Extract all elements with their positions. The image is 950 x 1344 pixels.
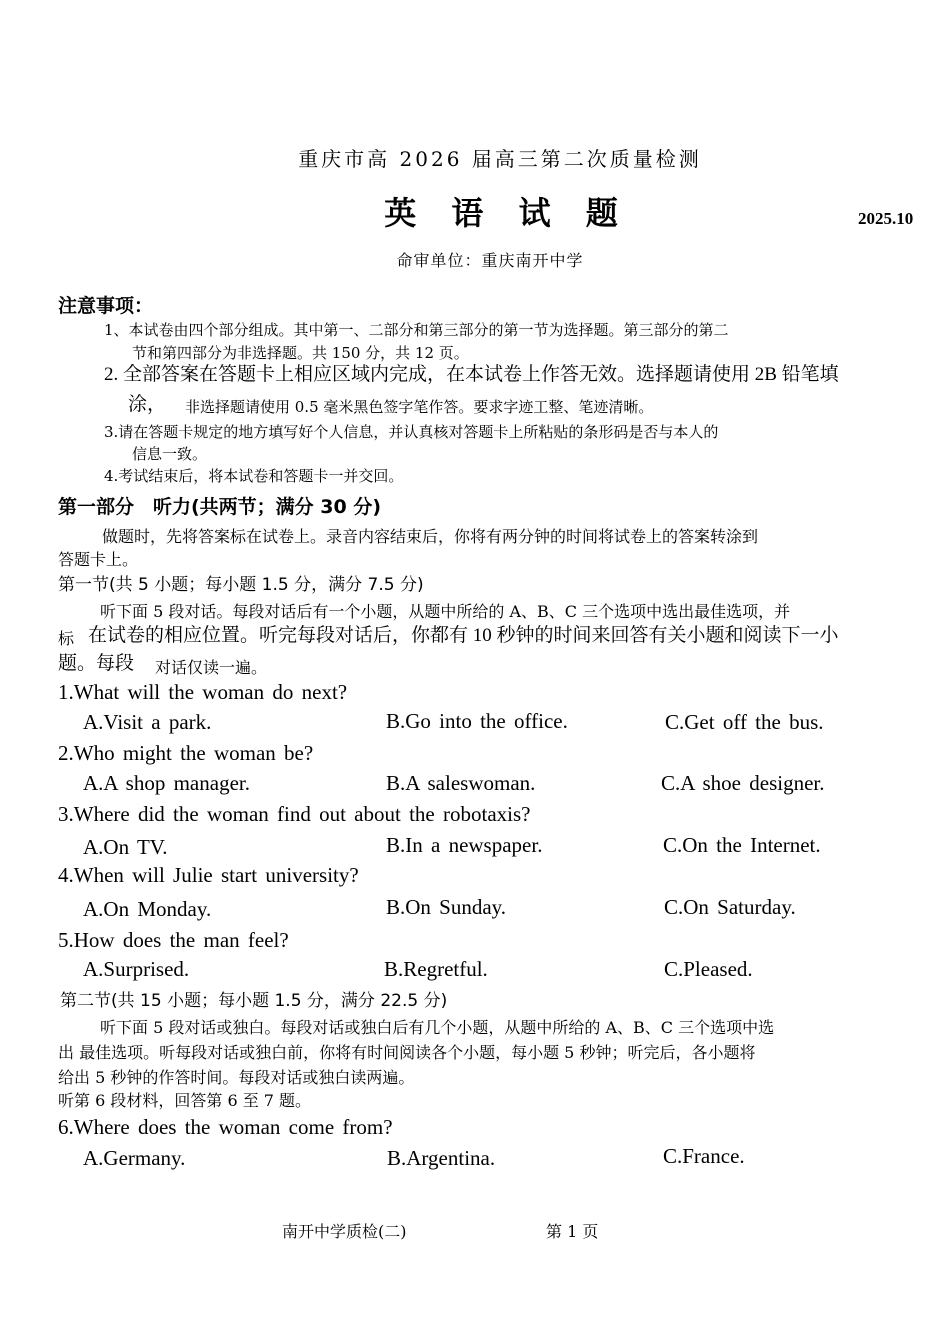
option-c: C.France. <box>663 1144 745 1168</box>
option-a: A.Germany. <box>83 1146 186 1170</box>
option-b: B.Argentina. <box>387 1146 496 1170</box>
section2-instr-line-1: 听下面 5 段对话或独白。每段对话或独白后有几个小题，从题中所给的 A、B、C 三个选项中选 <box>100 1018 775 1037</box>
option-c: C.Get off the bus. <box>665 710 824 734</box>
part1-intro-line-2: 答题卡上。 <box>58 550 139 569</box>
question-stem: 6.Where does the woman come from? <box>58 1115 393 1139</box>
section1-instr-line-3b: 对话仅读一遍。 <box>155 658 268 677</box>
section2-instr-line-2: 出 最佳选项。听每段对话或独白前，你将有时间阅读各个小题，每小题 5 秒钟；听完后，各小题将 <box>58 1043 756 1062</box>
question-stem: 2.Who might the woman be? <box>58 741 314 765</box>
section1-instr-line-1: 听下面 5 段对话。每段对话后有一个小题，从题中所给的 A、B、C 三个选项中选出最佳选项，并 <box>100 602 791 621</box>
option-b: B.In a newspaper. <box>386 833 543 857</box>
section1-heading: 第一节(共 5 小题；每小题 1.5 分，满分 7.5 分) <box>58 575 424 595</box>
option-a: A.On Monday. <box>83 897 212 921</box>
notice-heading: 注意事项： <box>58 295 154 317</box>
notice-item-1-line-2: 节和第四部分为非选择题。共 150 分，共 12 页。 <box>132 344 469 362</box>
notice-item-2-line-1: 2. 全部答案在答题卡上相应区域内完成，在本试卷上作答无效。选择题请使用 2B 铅笔填 <box>104 364 839 385</box>
section2-instr-line-3: 给出 5 秒钟的作答时间。每段对话或独白读两遍。 <box>58 1068 415 1087</box>
section1-instr-line-2a: 标 <box>58 629 75 648</box>
subject-title: 英 语 试 题 <box>384 194 630 232</box>
question-stem: 4.When will Julie start university? <box>58 863 359 887</box>
section1-instr-line-2b: 在试卷的相应位置。听完每段对话后，你都有 10 秒钟的时间来回答有关小题和阅读下一小 <box>88 625 839 646</box>
footer-school: 南开中学质检(二) <box>282 1222 407 1241</box>
question-stem: 3.Where did the woman find out about the robotaxis? <box>58 802 531 826</box>
notice-item-3-line-2: 信息一致。 <box>132 445 208 463</box>
section2-heading: 第二节(共 15 小题；每小题 1.5 分，满分 22.5 分) <box>60 991 448 1011</box>
footer-page-number: 第 1 页 <box>546 1222 599 1241</box>
part1-intro-line-1: 做题时，先将答案标在试卷上。录音内容结束后，你将有两分钟的时间将试卷上的答案转涂到 <box>102 527 759 546</box>
notice-item-3-line-1: 3.请在答题卡规定的地方填写好个人信息，并认真核对答题卡上所粘贴的条形码是否与本人的 <box>104 423 719 441</box>
notice-item-2-line-2b: 非选择题请使用 0.5 毫米黑色签字笔作答。要求字迹工整、笔迹清晰。 <box>185 398 654 416</box>
notice-item-4: 4.考试结束后，将本试卷和答题卡一并交回。 <box>104 467 404 485</box>
option-c: C.On Saturday. <box>664 895 796 919</box>
organizer: 命审单位：重庆南开中学 <box>396 251 584 270</box>
option-b: B.Go into the office. <box>386 709 568 733</box>
notice-item-1-line-1: 1、本试卷由四个部分组成。其中第一、二部分和第三部分的第一节为选择题。第三部分的第二 <box>104 321 729 339</box>
option-a: A.On TV. <box>83 835 168 859</box>
option-c: C.Pleased. <box>664 957 753 981</box>
question-stem: 5.How does the man feel? <box>58 928 289 952</box>
question-stem: 1.What will the woman do next? <box>58 680 348 704</box>
option-b: B.On Sunday. <box>386 895 507 919</box>
option-b: B.A saleswoman. <box>386 771 536 795</box>
part1-heading: 第一部分 听力(共两节；满分 30 分) <box>58 496 382 518</box>
option-a: A.Visit a park. <box>83 710 212 734</box>
section1-instr-line-3a: 题。每段 <box>58 653 135 674</box>
exam-title: 重庆市高 2026 届高三第二次质量检测 <box>298 147 702 171</box>
option-b: B.Regretful. <box>384 957 488 981</box>
option-a: A.Surprised. <box>83 957 190 981</box>
notice-item-2-line-2a: 涂， <box>128 394 167 415</box>
exam-date: 2025.10 <box>858 209 914 228</box>
section2-material-line: 听第 6 段材料，回答第 6 至 7 题。 <box>58 1091 312 1110</box>
option-a: A.A shop manager. <box>83 771 250 795</box>
option-c: C.On the Internet. <box>663 833 821 857</box>
option-c: C.A shoe designer. <box>661 771 825 795</box>
